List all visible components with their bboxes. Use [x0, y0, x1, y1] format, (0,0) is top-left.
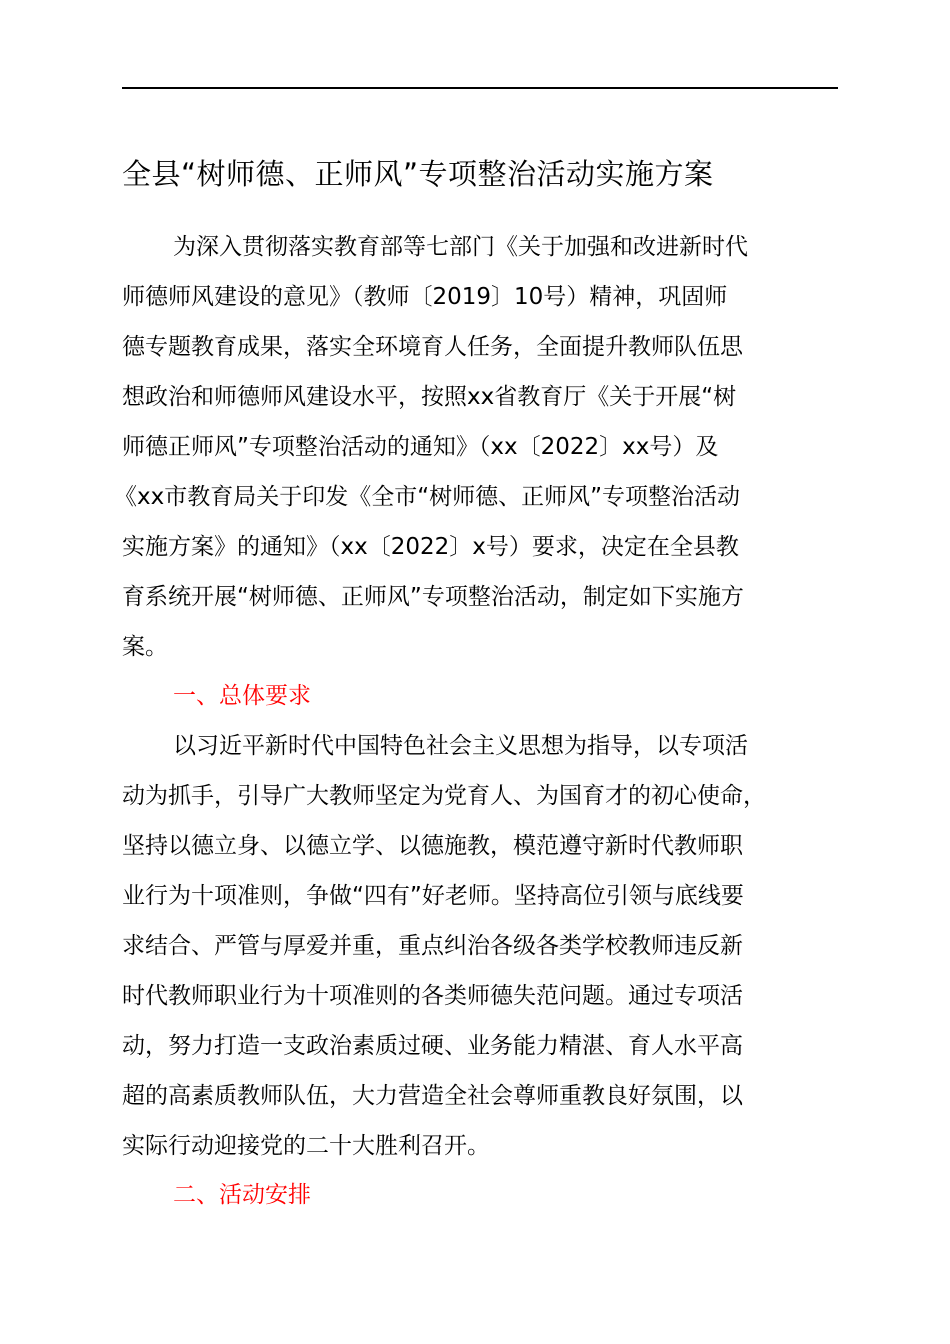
paragraph-line: 业行为十项准则，争做“四有”好老师。坚持高位引领与底线要 [122, 883, 744, 909]
general-requirements-paragraph [122, 721, 838, 1171]
intro-line: 德专题教育成果，落实全环境育人任务，全面提升教师队伍思 [122, 334, 743, 360]
intro-line: 《xx市教育局关于印发《全市“树师德、正师风”专项整治活动 [114, 484, 741, 510]
paragraph-line: 求结合、严管与厚爱并重，重点纠治各级各类学校教师违反新 [122, 933, 743, 959]
paragraph-line: 实际行动迎接党的二十大胜利召开。 [122, 1133, 490, 1159]
intro-line: 师德正师风”专项整治活动的通知》（xx〔2022〕xx号）及 [122, 434, 719, 460]
paragraph-line: 以习近平新时代中国特色社会主义思想为指导，以专项活 [173, 733, 748, 759]
paragraph-line: 坚持以德立身、以德立学、以德施教，模范遵守新时代教师职 [122, 833, 743, 859]
intro-line: 想政治和师德师风建设水平，按照xx省教育厅《关于开展“树 [122, 384, 737, 410]
intro-line: 案。 [122, 634, 168, 660]
paragraph-line: 时代教师职业行为十项准则的各类师德失范问题。通过专项活 [122, 983, 743, 1009]
header-rule [122, 87, 838, 89]
intro-line: 实施方案》的通知》（xx〔2022〕x号）要求，决定在全县教 [122, 534, 739, 560]
document-title: 全县“树师德、正师风”专项整治活动实施方案 [122, 157, 714, 191]
section-heading-general-requirements: 一、总体要求 [173, 683, 311, 709]
paragraph-line: 超的高素质教师队伍，大力营造全社会尊师重教良好氛围，以 [122, 1083, 743, 1109]
intro-line: 育系统开展“树师德、正师风”专项整治活动，制定如下实施方 [122, 584, 744, 610]
paragraph-line: 动为抓手，引导广大教师坚定为党育人、为国育才的初心使命， [122, 783, 766, 809]
paragraph-line: 动，努力打造一支政治素质过硬、业务能力精湛、育人水平高 [122, 1033, 743, 1059]
intro-line: 师德师风建设的意见》（教师〔2019〕10号）精神，巩固师 [122, 284, 728, 310]
intro-line: 为深入贯彻落实教育部等七部门《关于加强和改进新时代 [173, 234, 748, 260]
section-heading-activity-arrangements: 二、活动安排 [173, 1182, 311, 1208]
intro-paragraph [114, 222, 838, 672]
